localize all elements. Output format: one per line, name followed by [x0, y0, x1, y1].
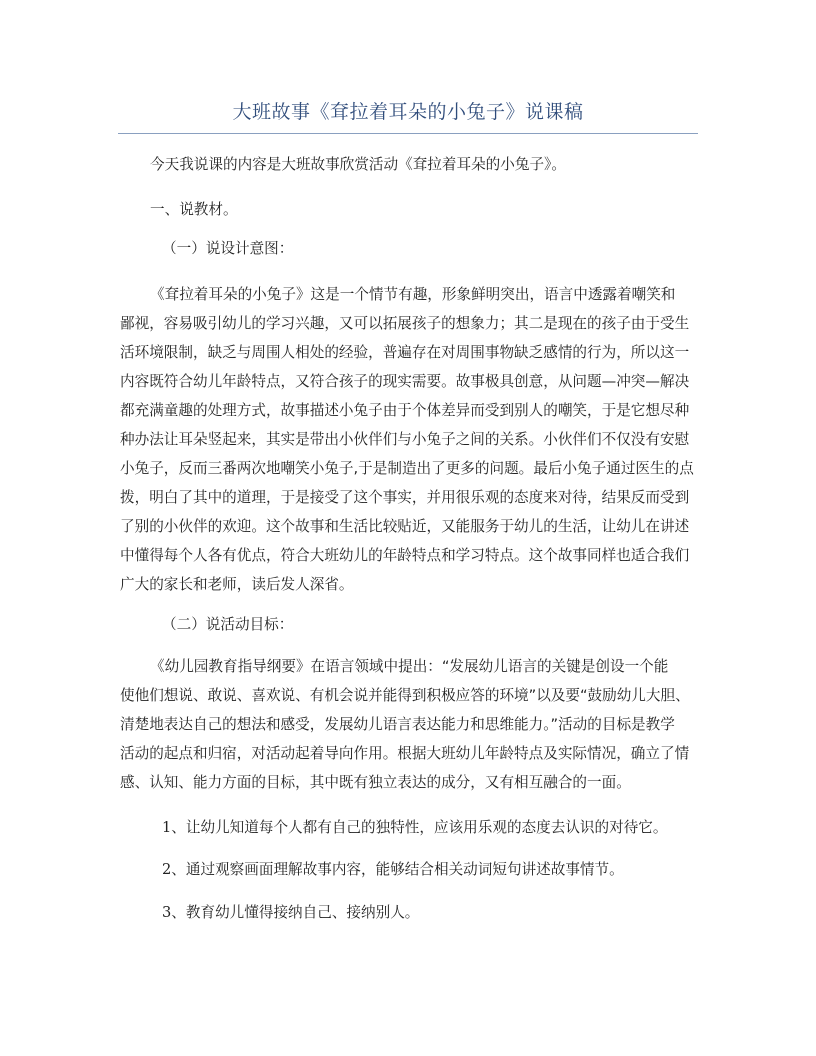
- paragraph-line: 感、认知、能力方面的目标，其中既有独立表达的成分，又有相互融合的一面。: [120, 774, 631, 791]
- paragraph-line: 了别的小伙伴的欢迎。这个故事和生活比较贴近，又能服务于幼儿的生活，让幼儿在讲述: [120, 518, 690, 535]
- subsection-heading: （一）说设计意图：: [162, 240, 294, 257]
- title-divider: [118, 133, 698, 134]
- paragraph-line: 拨，明白了其中的道理，于是接受了这个事实，并用很乐观的态度来对待，结果反而受到: [120, 489, 690, 506]
- paragraph-line: 都充满童趣的处理方式，故事描述小兔子由于个体差异而受到别人的嘲笑，于是它想尽种: [120, 402, 690, 419]
- paragraph-line: 活动的起点和归宿，对活动起着导向作用。根据大班幼儿年龄特点及实际情况，确立了情: [120, 745, 690, 762]
- paragraph-line: 种办法让耳朵竖起来，其实是带出小伙伴们与小兔子之间的关系。小伙伴们不仅没有安慰: [120, 431, 690, 448]
- goal-text: 通过观察画面理解故事内容，能够结合相关动词短句讲述故事情节。: [185, 861, 624, 878]
- paragraph-line: 内容既符合幼儿年龄特点，又符合孩子的现实需要。故事极具创意，从问题—冲突—解决: [120, 373, 690, 390]
- subsection-heading: （二）说活动目标：: [162, 616, 294, 633]
- document-title: 大班故事《耷拉着耳朵的小兔子》说课稿: [232, 101, 584, 123]
- paragraph-line: 《幼儿园教育指导纲要》在语言领域中提出：“发展幼儿语言的关键是创设一个能: [150, 658, 669, 675]
- goal-text: 让幼儿知道每个人都有自己的独特性，应该用乐观的态度去认识的对待它。: [185, 819, 668, 836]
- intro-paragraph: 今天我说课的内容是大班故事欣赏活动《耷拉着耳朵的小兔子》。: [150, 156, 566, 173]
- goal-text: 教育幼儿懂得接纳自己、接纳别人。: [185, 904, 420, 921]
- paragraph-line: 小兔子，反而三番两次地嘲笑小兔子,于是制造出了更多的问题。最后小兔子通过医生的点: [120, 460, 694, 477]
- paragraph-line: 中懂得每个人各有优点，符合大班幼儿的年龄特点和学习特点。这个故事同样也适合我们: [120, 547, 690, 564]
- section-heading: 一、说教材。: [150, 201, 238, 218]
- paragraph-line: 广大的家长和老师，读后发人深省。: [120, 576, 354, 593]
- goal-item: [162, 860, 742, 880]
- paragraph-line: 清楚地表达自己的想法和感受，发展幼儿语言表达能力和思维能力。”活动的目标是教学: [120, 716, 675, 733]
- paragraph-line: 活环境限制，缺乏与周围人相处的经验，普遍存在对周围事物缺乏感情的行为，所以这一: [120, 344, 690, 361]
- goal-item: [162, 818, 742, 838]
- paragraph-line: 鄙视，容易吸引幼儿的学习兴趣，又可以拓展孩子的想象力；其二是现在的孩子由于受生: [120, 315, 690, 332]
- paragraph-line: 使他们想说、敢说、喜欢说、有机会说并能得到积极应答的环境”以及要“鼓励幼儿大胆、: [120, 687, 690, 704]
- goal-item: [162, 903, 742, 923]
- paragraph-line: 《耷拉着耳朵的小兔子》这是一个情节有趣，形象鲜明突出，语言中透露着嘲笑和: [150, 286, 676, 303]
- goal-number: 3、: [162, 904, 186, 921]
- goal-number: 1、: [162, 819, 186, 836]
- goal-number: 2、: [162, 861, 186, 878]
